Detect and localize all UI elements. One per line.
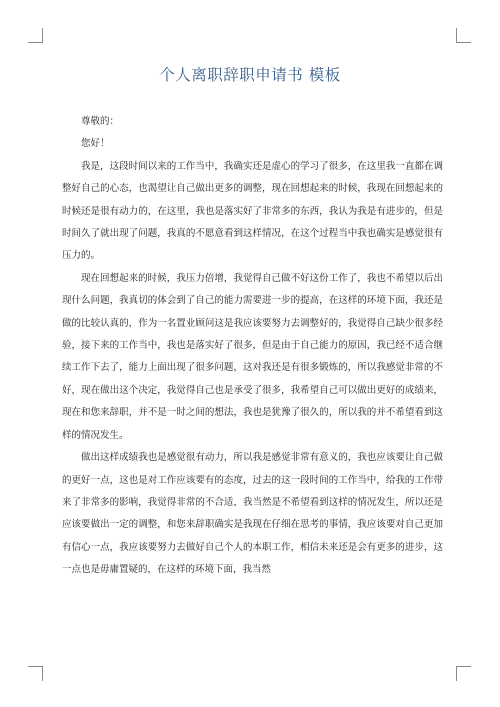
greeting-line: 尊敬的： (81, 116, 120, 127)
body-paragraph-2: 现在回想起来的时候，我压力倍增，我觉得自己做不好这份工作了，我也不希望以后出现什么问题，我真切的体会到了自己的能力需要进一步的提高，在这样的环境下面，我还是做的比较认真的，作为一名置业顾问这是我应该要努力去调整好的，我觉得自己缺少很多经验，接下来的工作当中，我也是落实好了很多，但是由于自己能力的原因，我已经不适合继续工作下去了，能力上面出现了很多问题，这对我还是有很多锻炼的，所以我感觉非常的不好，现在做出这个决定，我觉得自己也是承受了很多，我希望自己可以做出更好的成绩来，现在和您来辞职，并不是一时之间的想法，我也是犹豫了很久的，所以我的并不希望看到这样的情况发生。 (62, 272, 443, 441)
crop-mark-bottom-right (456, 666, 471, 681)
crop-mark-bottom-left (28, 666, 43, 681)
hello-line: 您好！ (81, 138, 110, 150)
document-title: 个人离职辞职申请书 模板 (159, 66, 341, 84)
body-paragraph-3: 做出这样成绩我也是感觉很有动力，所以我是感觉非常有意义的，我也应该要让自己做的更好一点，这也是对工作应该要有的态度，过去的这一段时间的工作当中，给我的工作带来了非常多的影响，我觉得非常的不合适，我当然是不希望看到这样的情况发生，所以还是应该要做出一定的调整，和您来辞职确实是我现在仔细在思考的事情，我应该要对自己更加有信心一点，我应该要努力去做好自己个人的本职工作，相信未来还是会有更多的进步，这一点也是毋庸置疑的，在这样的环境下面，我当然 (62, 452, 443, 576)
crop-mark-top-left (28, 28, 43, 43)
crop-mark-top-right (456, 28, 471, 43)
document-body (62, 111, 443, 582)
body-paragraph-1: 我是，这段时间以来的工作当中，我确实还是虚心的学习了很多，在这里我一直都在调整好自己的心态，也渴望让自己做出更多的调整，现在回想起来的时候，我现在回想起来的时候还是很有动力的，在这里，我也是落实好了非常多的东西，我认为我是有进步的，但是时间久了就出现了问题，我真的不愿意看到这样情况，在这个过程当中我也确实是感觉很有压力的。 (62, 160, 443, 262)
